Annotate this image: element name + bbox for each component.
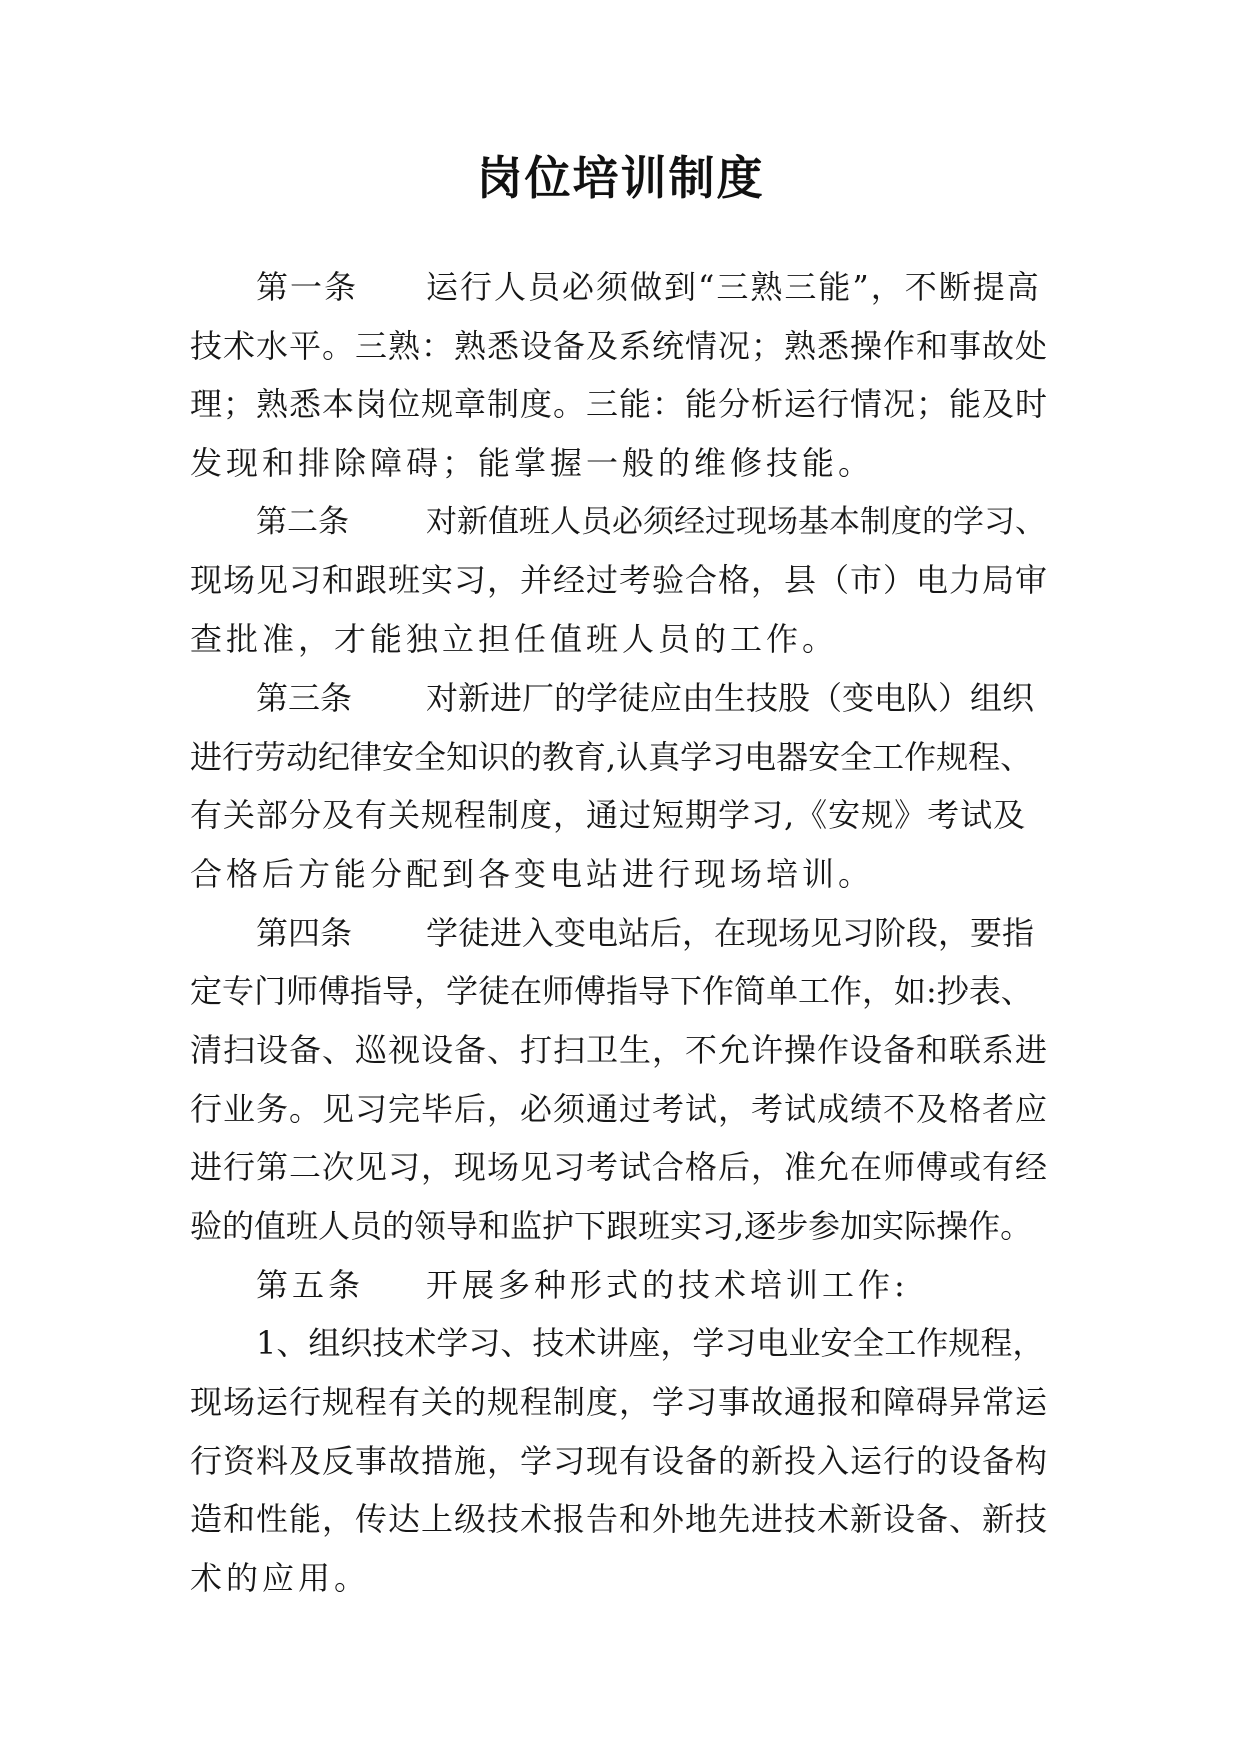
article-1: [190, 258, 1050, 493]
text-line: 现场见习和跟班实习，并经过考验合格，县（市）电力局审: [190, 561, 1049, 600]
article-text: 学徒进入变电站后，在现场见习阶段，要指: [426, 913, 1035, 952]
text-line: 有关部分及有关规程制度，通过短期学习,《安规》考试及: [190, 796, 1027, 835]
document-body: [190, 258, 1050, 1608]
article-text: 运行人员必须做到“三熟三能”，不断提高: [426, 268, 1041, 306]
article-text: 开展多种形式的技术培训工作:: [426, 1265, 909, 1304]
article-text: 对新值班人员必须经过现场基本制度的学习、: [426, 503, 1046, 540]
text-line: 查批准，才能独立担任值班人员的工作。: [190, 620, 839, 659]
text-line: 技术水平。三熟：熟悉设备及系统情况；熟悉操作和事故处: [190, 326, 1049, 365]
text-line: 发现和排除障碍；能掌握一般的维修技能。: [190, 444, 875, 483]
text-line: 现场运行规程有关的规程制度，学习事故通报和障碍异常运: [190, 1383, 1049, 1422]
text-line: 验的值班人员的领导和监护下跟班实习,逐步参加实际操作。: [190, 1207, 1033, 1245]
article-first-line: [190, 1256, 1050, 1315]
text-line: 行业务。见习完毕后，必须通过考试，考试成绩不及格者应: [190, 1089, 1049, 1128]
list-item-first-line: 1、组织技术学习、技术讲座，学习电业安全工作规程，: [256, 1324, 1045, 1363]
text-line: 术的应用。: [190, 1559, 371, 1598]
article-text: 对新进厂的学徒应由生技股（变电队）组织: [426, 678, 1035, 717]
article-2: [190, 493, 1050, 669]
article-label: 第二条: [256, 503, 349, 540]
text-line: 进行第二次见习，现场见习考试合格后，准允在师傅或有经: [190, 1148, 1049, 1187]
article-first-line: [190, 904, 1050, 963]
text-line: 清扫设备、巡视设备、打扫卫生，不允许操作设备和联系进: [190, 1030, 1049, 1069]
document-title: 岗位培训制度: [476, 151, 765, 205]
article-label: 第一条: [256, 268, 359, 306]
article-first-line: [190, 258, 1050, 317]
text-line: 行资料及反事故措施，学习现有设备的新投入运行的设备构: [190, 1441, 1049, 1480]
text-line: 造和性能，传达上级技术报告和外地先进技术新设备、新技: [190, 1500, 1049, 1539]
article-3: [190, 669, 1050, 904]
article-label: 第四条: [256, 913, 353, 952]
article-5: [190, 1256, 1050, 1315]
article-first-line: [190, 493, 1050, 552]
text-line: 合格后方能分配到各变电站进行现场培训。: [190, 854, 875, 893]
article-label: 第三条: [256, 678, 353, 717]
article-first-line: [190, 669, 1050, 728]
article-label: 第五条: [256, 1265, 365, 1304]
text-line: 定专门师傅指导，学徒在师傅指导下作简单工作，如:抄表、: [190, 972, 1033, 1011]
article-4: [190, 904, 1050, 1256]
list-item-1: [190, 1314, 1050, 1607]
text-line: 进行劳动纪律安全知识的教育,认真学习电器安全工作规程、: [190, 737, 1033, 776]
text-line: 理；熟悉本岗位规章制度。三能：能分析运行情况；能及时: [190, 385, 1049, 424]
